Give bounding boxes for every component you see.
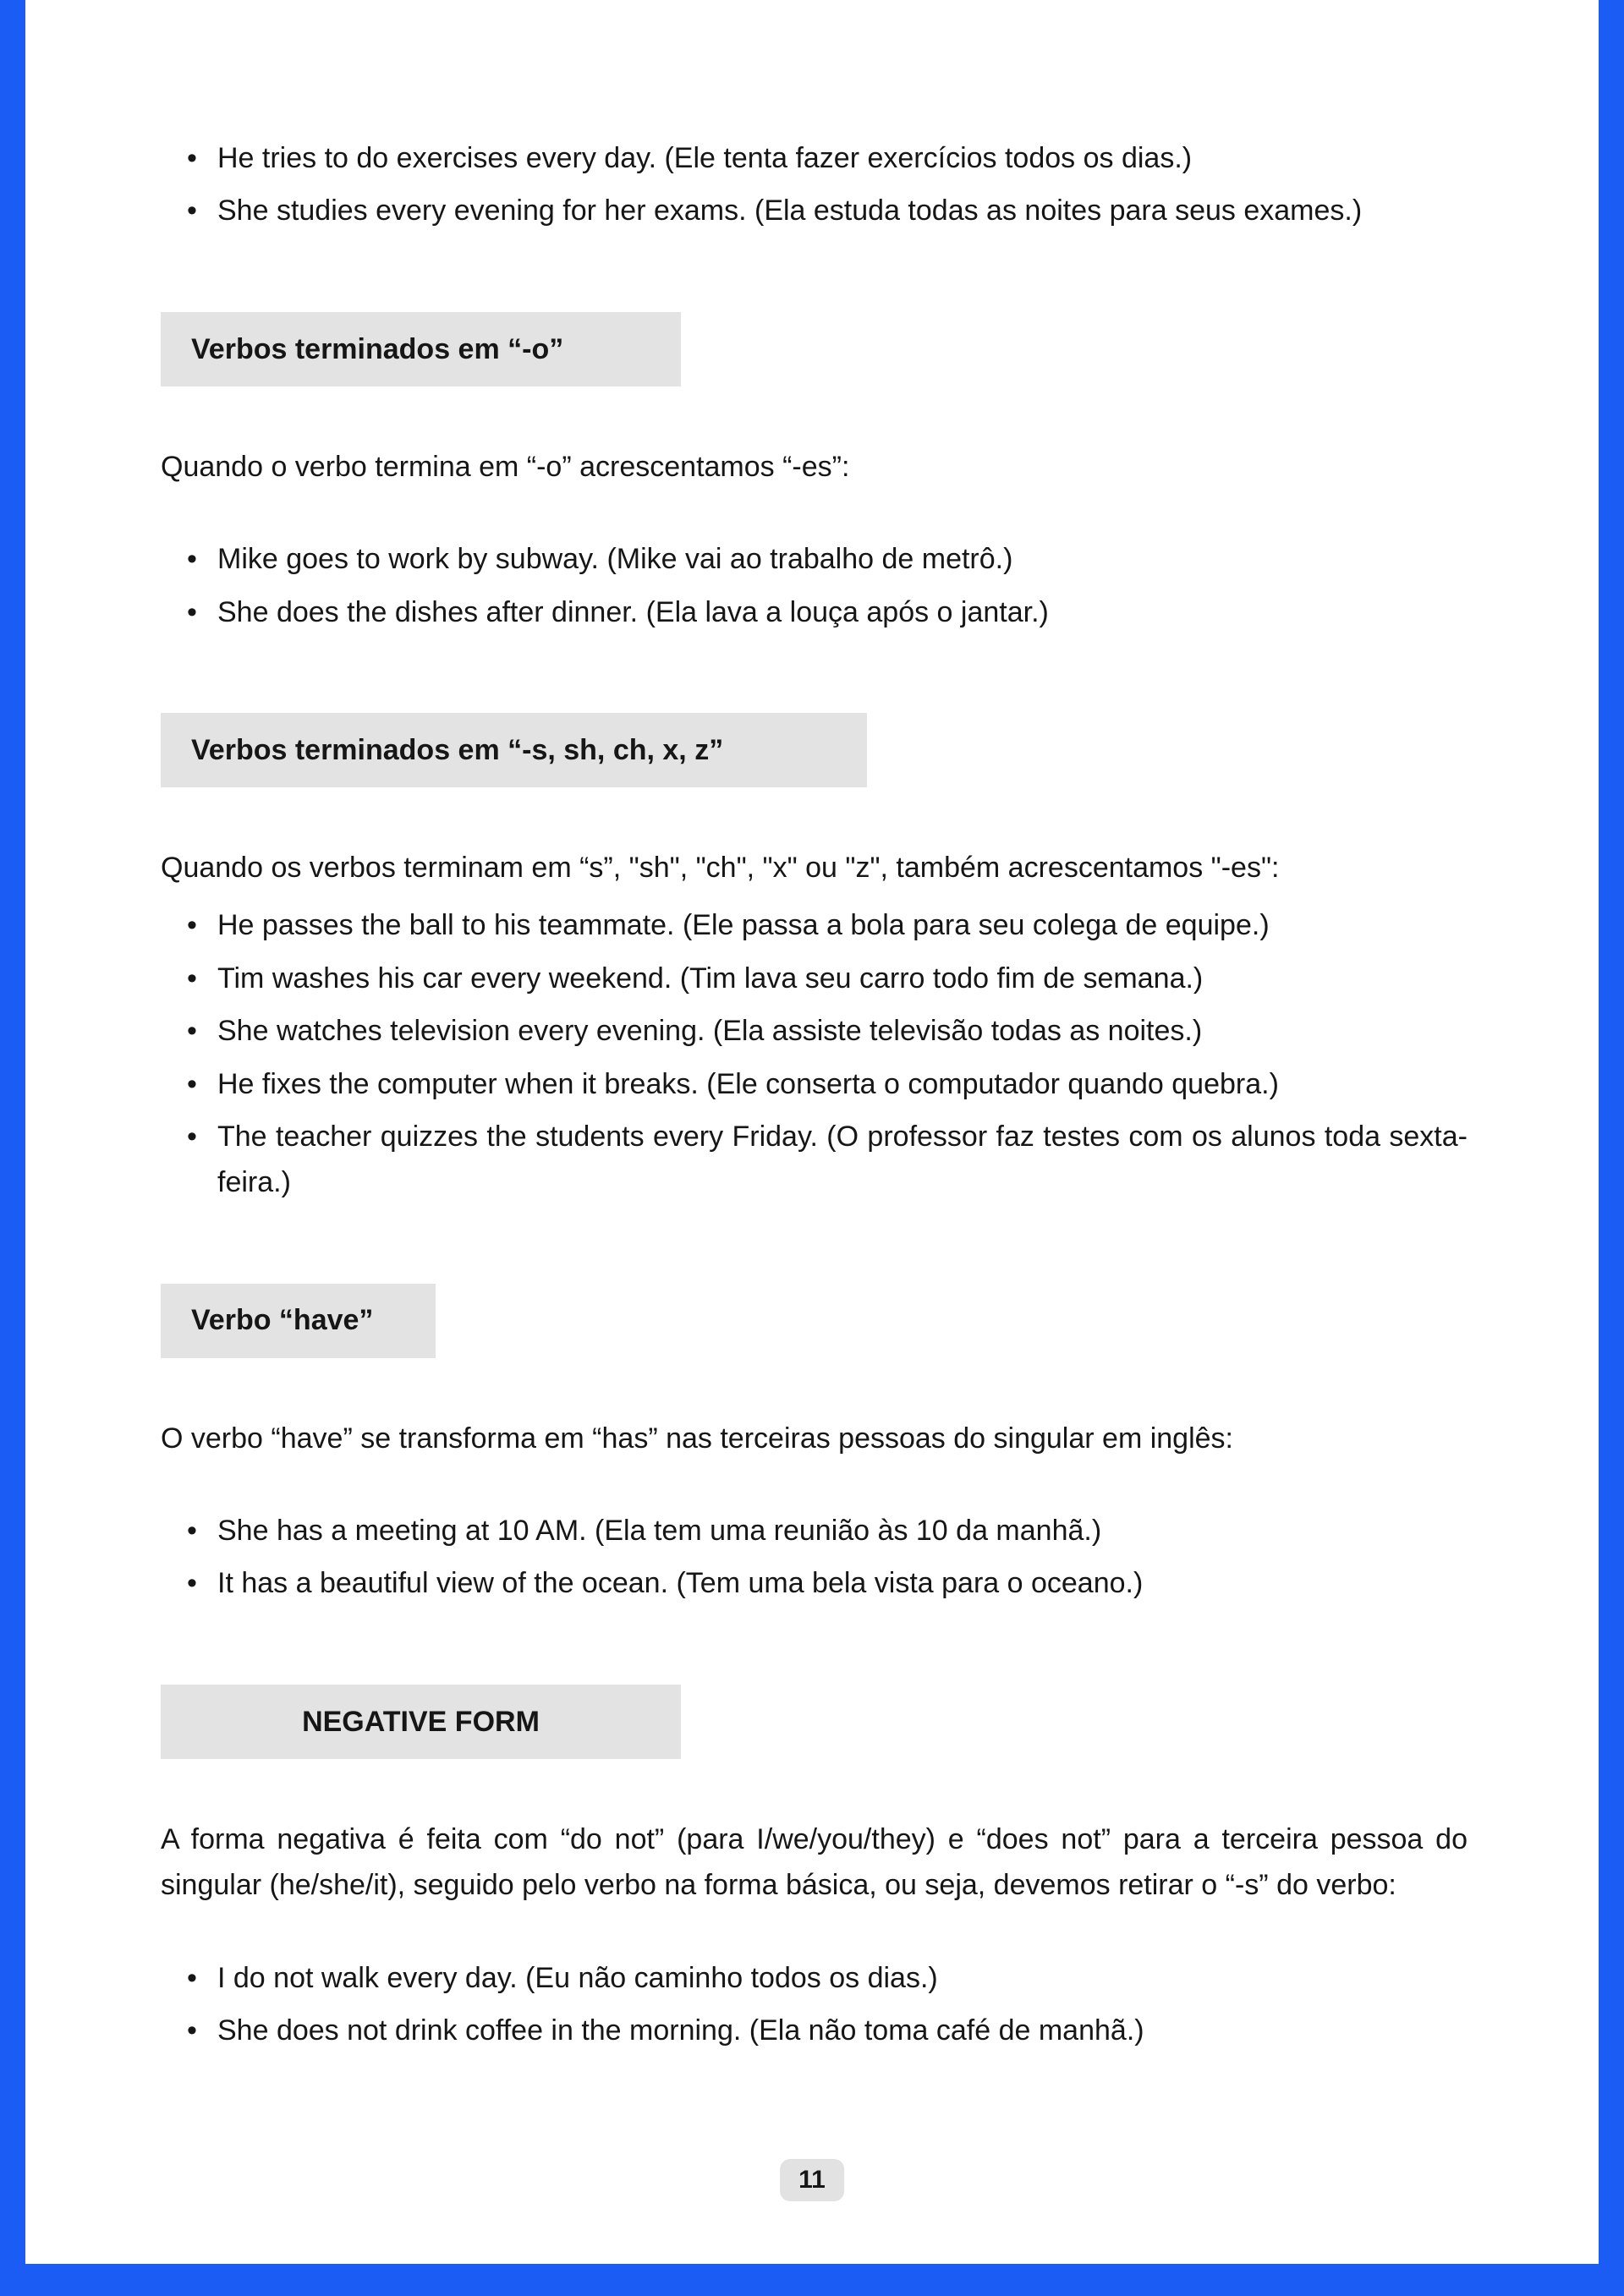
list-item: • Tim washes his car every weekend. (Tim lava seu carro todo fim de semana.) bbox=[182, 956, 1468, 1001]
bullet-list bbox=[182, 536, 1468, 635]
section-paragraph: O verbo “have” se transforma em “has” nas terceiras pessoas do singular em inglês: bbox=[161, 1422, 1233, 1455]
intro-bullet-list bbox=[182, 135, 1468, 234]
section-heading: Verbos terminados em “-o” bbox=[161, 312, 681, 386]
page-number-badge: 11 bbox=[780, 2159, 844, 2201]
list-item: • He fixes the computer when it breaks. (Ele conserta o computador quando quebra.) bbox=[182, 1061, 1468, 1107]
section-heading: NEGATIVE FORM bbox=[161, 1685, 681, 1759]
page-content bbox=[161, 0, 1468, 2060]
section-paragraph: Quando os verbos terminam em “s”, "sh", "ch", "x" ou "z", também acrescentamos "-es": bbox=[161, 851, 1280, 884]
list-item: • She studies every evening for her exams. (Ela estuda todas as noites para seus exames.) bbox=[182, 188, 1468, 233]
list-item: • She has a meeting at 10 AM. (Ela tem uma reunião às 10 da manhã.) bbox=[182, 1508, 1468, 1553]
section-verb-have bbox=[161, 1284, 1468, 1607]
section-verbs-ending-s-sh-ch-x-z bbox=[161, 713, 1468, 1206]
section-paragraph: Quando o verbo termina em “-o” acrescentamos “-es”: bbox=[161, 450, 850, 483]
section-negative-form bbox=[161, 1685, 1468, 2054]
bullet-list bbox=[182, 902, 1468, 1205]
list-item: • She does not drink coffee in the morning. (Ela não toma café de manhã.) bbox=[182, 2008, 1468, 2053]
page-border-right bbox=[1599, 0, 1624, 2296]
section-paragraph: A forma negativa é feita com “do not” (para I/we/you/they) e “does not” para a terceira pessoa do singular (he/she/it), seguido pelo verbo na forma básica, ou seja, devemos retirar o “-s” do verbo: bbox=[161, 1822, 1468, 1902]
list-item: • He passes the ball to his teammate. (Ele passa a bola para seu colega de equipe.) bbox=[182, 902, 1468, 948]
section-heading: Verbo “have” bbox=[161, 1284, 436, 1358]
page-border-left bbox=[0, 0, 25, 2296]
section-heading: Verbos terminados em “-s, sh, ch, x, z” bbox=[161, 713, 867, 787]
list-item: • The teacher quizzes the students every Friday. (O professor faz testes com os alunos toda sexta-feira.) bbox=[182, 1114, 1468, 1206]
list-item: • She does the dishes after dinner. (Ela lava a louça após o jantar.) bbox=[182, 589, 1468, 635]
bullet-list bbox=[182, 1955, 1468, 2054]
list-item: • I do not walk every day. (Eu não caminho todos os dias.) bbox=[182, 1955, 1468, 2001]
section-verbs-ending-o bbox=[161, 312, 1468, 635]
list-item: • It has a beautiful view of the ocean. (Tem uma bela vista para o oceano.) bbox=[182, 1560, 1468, 1606]
list-item: • He tries to do exercises every day. (Ele tenta fazer exercícios todos os dias.) bbox=[182, 135, 1468, 181]
list-item: • She watches television every evening. (Ela assiste televisão todas as noites.) bbox=[182, 1008, 1468, 1054]
bullet-list bbox=[182, 1508, 1468, 1607]
page-border-bottom bbox=[0, 2264, 1624, 2296]
list-item: • Mike goes to work by subway. (Mike vai ao trabalho de metrô.) bbox=[182, 536, 1468, 582]
